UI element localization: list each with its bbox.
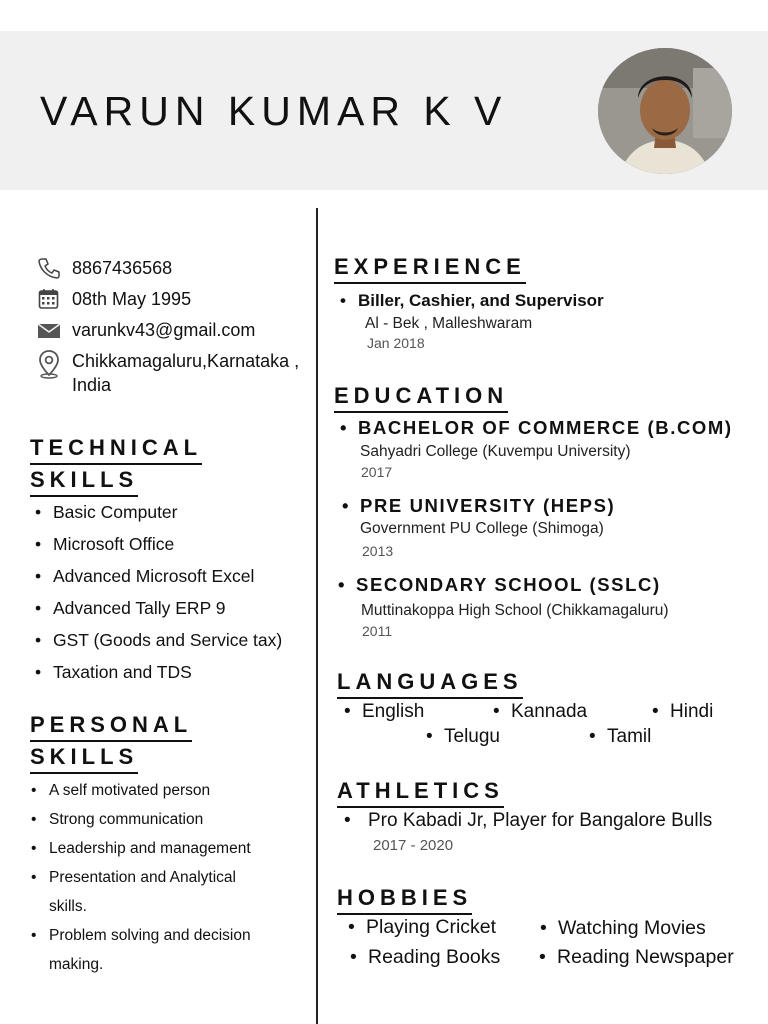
email-address: varunkv43@gmail.com (72, 320, 256, 340)
list-item: • Leadership and management (27, 834, 312, 863)
education-entry (336, 416, 761, 440)
candidate-name: VARUN KUMAR K V (40, 88, 508, 134)
education-title: • PRE UNIVERSITY (HEPS) (338, 494, 758, 518)
language-item: • Telugu (422, 726, 500, 748)
calendar-icon (36, 287, 64, 311)
education-entry (338, 494, 758, 518)
education-school: Muttinakoppa High School (Chikkamagaluru) (361, 602, 669, 619)
education-year: 2013 (362, 543, 394, 559)
language-item: • Tamil (585, 726, 651, 748)
technical-skills-list (31, 496, 311, 688)
personal-skills-heading: PERSONAL SKILLS (30, 710, 192, 774)
contact-phone (36, 256, 172, 284)
contact-dob (36, 287, 191, 315)
list-item: • GST (Goods and Service tax) (31, 624, 311, 656)
list-item: • A self motivated person (27, 776, 312, 805)
hobbies-heading: HOBBIES (337, 883, 472, 915)
education-heading: EDUCATION (334, 381, 508, 413)
email-icon (36, 318, 64, 342)
address-line-2: India (72, 375, 112, 395)
education-title: • SECONDARY SCHOOL (SSLC) (334, 573, 754, 597)
language-item: • Kannada (489, 701, 587, 723)
hobby-item: • Reading Newspaper (535, 946, 734, 969)
list-item: • Advanced Microsoft Excel (31, 560, 311, 592)
education-entry (334, 573, 754, 597)
experience-heading: EXPERIENCE (334, 252, 526, 284)
list-item-continuation: making. (49, 956, 104, 973)
location-pin-icon (36, 349, 64, 373)
address (72, 349, 299, 397)
athletics-heading: ATHLETICS (337, 776, 504, 808)
hobby-item: • Watching Movies (536, 917, 706, 940)
list-item-continuation: skills. (49, 898, 87, 915)
list-item: • Advanced Tally ERP 9 (31, 592, 311, 624)
hobby-item: • Reading Books (346, 946, 500, 969)
list-item: • Problem solving and decision (27, 921, 312, 950)
personal-skills-list (27, 776, 312, 979)
list-item: • Basic Computer (31, 496, 311, 528)
phone-icon (36, 256, 64, 280)
athletics-list (340, 810, 760, 832)
language-item: • English (340, 701, 424, 723)
list-item: • Taxation and TDS (31, 656, 311, 688)
language-item: • Hindi (648, 701, 713, 723)
profile-photo (598, 48, 732, 174)
address-line-1: Chikkamagaluru,Karnataka , (72, 351, 300, 371)
list-item: • Presentation and Analytical (27, 863, 312, 892)
contact-email (36, 318, 255, 346)
date-of-birth: 08th May 1995 (72, 289, 192, 309)
experience-role: • Biller, Cashier, and Supervisor (336, 289, 756, 313)
column-divider (316, 208, 318, 1024)
education-title: • BACHELOR OF COMMERCE (B.COM) (336, 416, 761, 440)
athletics-item: • Pro Kabadi Jr, Player for Bangalore Bulls (340, 810, 760, 832)
list-item: • Microsoft Office (31, 528, 311, 560)
hobby-item: • Playing Cricket (344, 916, 496, 939)
languages-heading: LANGUAGES (337, 667, 523, 699)
athletics-years: 2017 - 2020 (373, 837, 454, 854)
list-item: • Strong communication (27, 805, 312, 834)
experience-date: Jan 2018 (367, 335, 425, 351)
education-year: 2017 (361, 464, 393, 480)
phone-number: 8867436568 (72, 258, 173, 278)
education-school: Government PU College (Shimoga) (360, 520, 604, 537)
experience-place: Al - Bek , Malleshwaram (365, 315, 533, 332)
education-year: 2011 (362, 623, 393, 639)
education-school: Sahyadri College (Kuvempu University) (360, 443, 631, 460)
experience-list (336, 289, 756, 313)
contact-address (36, 349, 299, 403)
technical-skills-heading: TECHNICAL SKILLS (30, 433, 202, 497)
